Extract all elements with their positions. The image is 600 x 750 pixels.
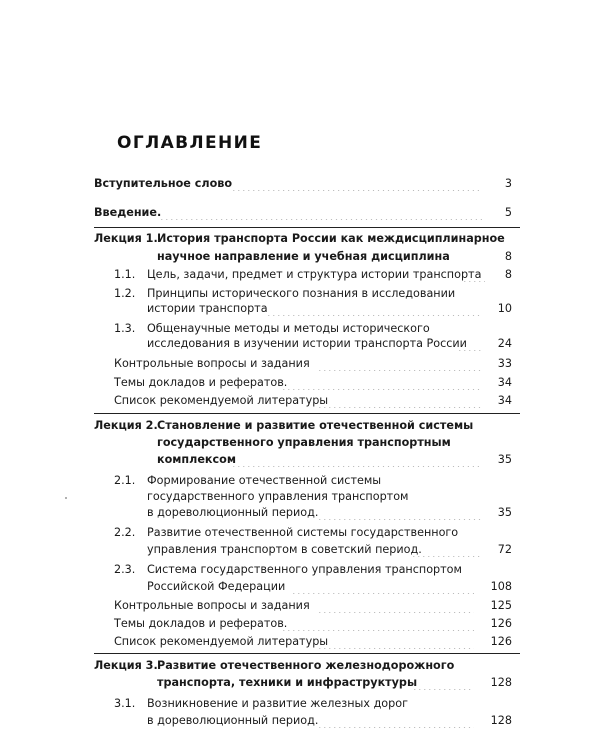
lecture-1-topics: Темы докладов и рефератов. xyxy=(114,376,288,389)
section-2-2-number: 2.2. xyxy=(114,526,136,539)
lecture-2-title-line3: комплексом xyxy=(157,453,236,466)
leader-dots xyxy=(282,376,481,390)
lecture-1-questions-page: 33 xyxy=(497,357,512,370)
leader-dots xyxy=(413,676,474,690)
toc-intro-title: Вступительное слово xyxy=(94,177,233,190)
lecture-1-title-line1: История транспорта России как междисциплинарное xyxy=(157,232,505,245)
lecture-2-literature-page: 126 xyxy=(490,635,512,648)
toc-intro-page: 3 xyxy=(504,177,512,190)
lecture-1-questions: Контрольные вопросы и задания xyxy=(114,357,310,370)
section-3-1-page: 128 xyxy=(490,714,512,727)
lecture-2-topics: Темы докладов и рефератов. xyxy=(114,617,288,630)
toc-introduction-page: 5 xyxy=(504,206,512,219)
section-2-2-title-line2: управления транспортом в советский период. xyxy=(147,543,422,556)
section-2-1-page: 35 xyxy=(497,506,512,519)
section-2-2-page: 72 xyxy=(497,543,512,556)
leader-dots xyxy=(232,177,482,191)
lecture-2-title-line1: Становление и развитие отечественной системы xyxy=(157,419,474,432)
leader-dots xyxy=(267,302,481,316)
lecture-2-page: 35 xyxy=(497,453,512,466)
section-divider xyxy=(94,227,520,228)
lecture-3-title-line2: транспорта, техники и инфраструктуры xyxy=(157,676,418,689)
section-3-1-title-line2: в дореволюционный период. xyxy=(147,714,319,727)
lecture-1-title-line2: научное направление и учебная дисциплина xyxy=(157,250,450,263)
lecture-3-title-line1: Развитие отечественного железнодорожного xyxy=(157,659,455,672)
lecture-2-questions-page: 125 xyxy=(490,599,512,612)
section-1-1-page: 8 xyxy=(504,268,512,281)
lecture-1-page: 8 xyxy=(504,250,512,263)
section-3-1-number: 3.1. xyxy=(114,697,136,710)
lecture-1-topics-page: 34 xyxy=(497,376,512,389)
section-1-1-number: 1.1. xyxy=(114,268,136,281)
leader-dots xyxy=(292,580,474,594)
lecture-2-questions: Контрольные вопросы и задания xyxy=(114,599,310,612)
section-divider xyxy=(94,653,520,654)
section-2-1-title-line2: государственного управления транспортом xyxy=(147,490,409,503)
lecture-1-literature-page: 34 xyxy=(497,394,512,407)
section-1-3-title-line1: Общенаучные методы и методы исторического xyxy=(147,322,430,335)
leader-dots xyxy=(318,357,481,371)
section-2-3-number: 2.3. xyxy=(114,563,136,576)
lecture-1-literature: Список рекомендуемой литературы xyxy=(114,394,329,407)
section-2-1-title-line3: в дореволюционный период. xyxy=(147,506,319,519)
lecture-3-page: 128 xyxy=(490,676,512,689)
section-1-2-title-line1: Принципы исторического познания в исследовании xyxy=(147,287,456,300)
section-1-2-number: 1.2. xyxy=(114,287,136,300)
section-divider xyxy=(94,413,520,414)
print-speck xyxy=(65,497,67,499)
section-2-2-title-line1: Развитие отечественной системы государственного xyxy=(147,526,459,539)
lecture-2-topics-page: 126 xyxy=(490,617,512,630)
section-1-3-number: 1.3. xyxy=(114,322,136,335)
page-title: ОГЛАВЛЕНИЕ xyxy=(117,133,263,153)
section-1-3-page: 24 xyxy=(497,337,512,350)
toc-introduction-title: Введение. xyxy=(94,206,162,219)
leader-dots xyxy=(318,599,474,613)
section-2-3-title-line2: Российской Федерации xyxy=(147,580,286,593)
lecture-1-label: Лекция 1. xyxy=(94,232,158,245)
section-3-1-title-line1: Возникновение и развитие железных дорог xyxy=(147,697,408,710)
section-2-3-page: 108 xyxy=(490,580,512,593)
leader-dots xyxy=(318,714,474,728)
leader-dots xyxy=(318,635,474,649)
section-1-3-title-line2: исследования в изучении истории транспорта России xyxy=(147,337,467,350)
lecture-3-label: Лекция 3. xyxy=(94,659,158,672)
section-1-2-page: 10 xyxy=(497,302,512,315)
leader-dots xyxy=(318,394,481,408)
leader-dots xyxy=(282,617,474,631)
lecture-2-literature: Список рекомендуемой литературы xyxy=(114,635,329,648)
leader-dots xyxy=(318,506,481,520)
section-2-1-title-line1: Формирование отечественной системы xyxy=(147,474,382,487)
section-1-1-title: Цель, задачи, предмет и структура истории транспорта xyxy=(147,268,482,281)
section-1-2-title-line2: истории транспорта xyxy=(147,302,268,315)
lecture-2-label: Лекция 2. xyxy=(94,419,158,432)
section-2-1-number: 2.1. xyxy=(114,474,136,487)
lecture-2-title-line2: государственного управления транспортным xyxy=(157,436,451,449)
leader-dots xyxy=(232,453,482,467)
section-2-3-title-line1: Система государственного управления транспортом xyxy=(147,563,462,576)
leader-dots xyxy=(160,206,482,220)
